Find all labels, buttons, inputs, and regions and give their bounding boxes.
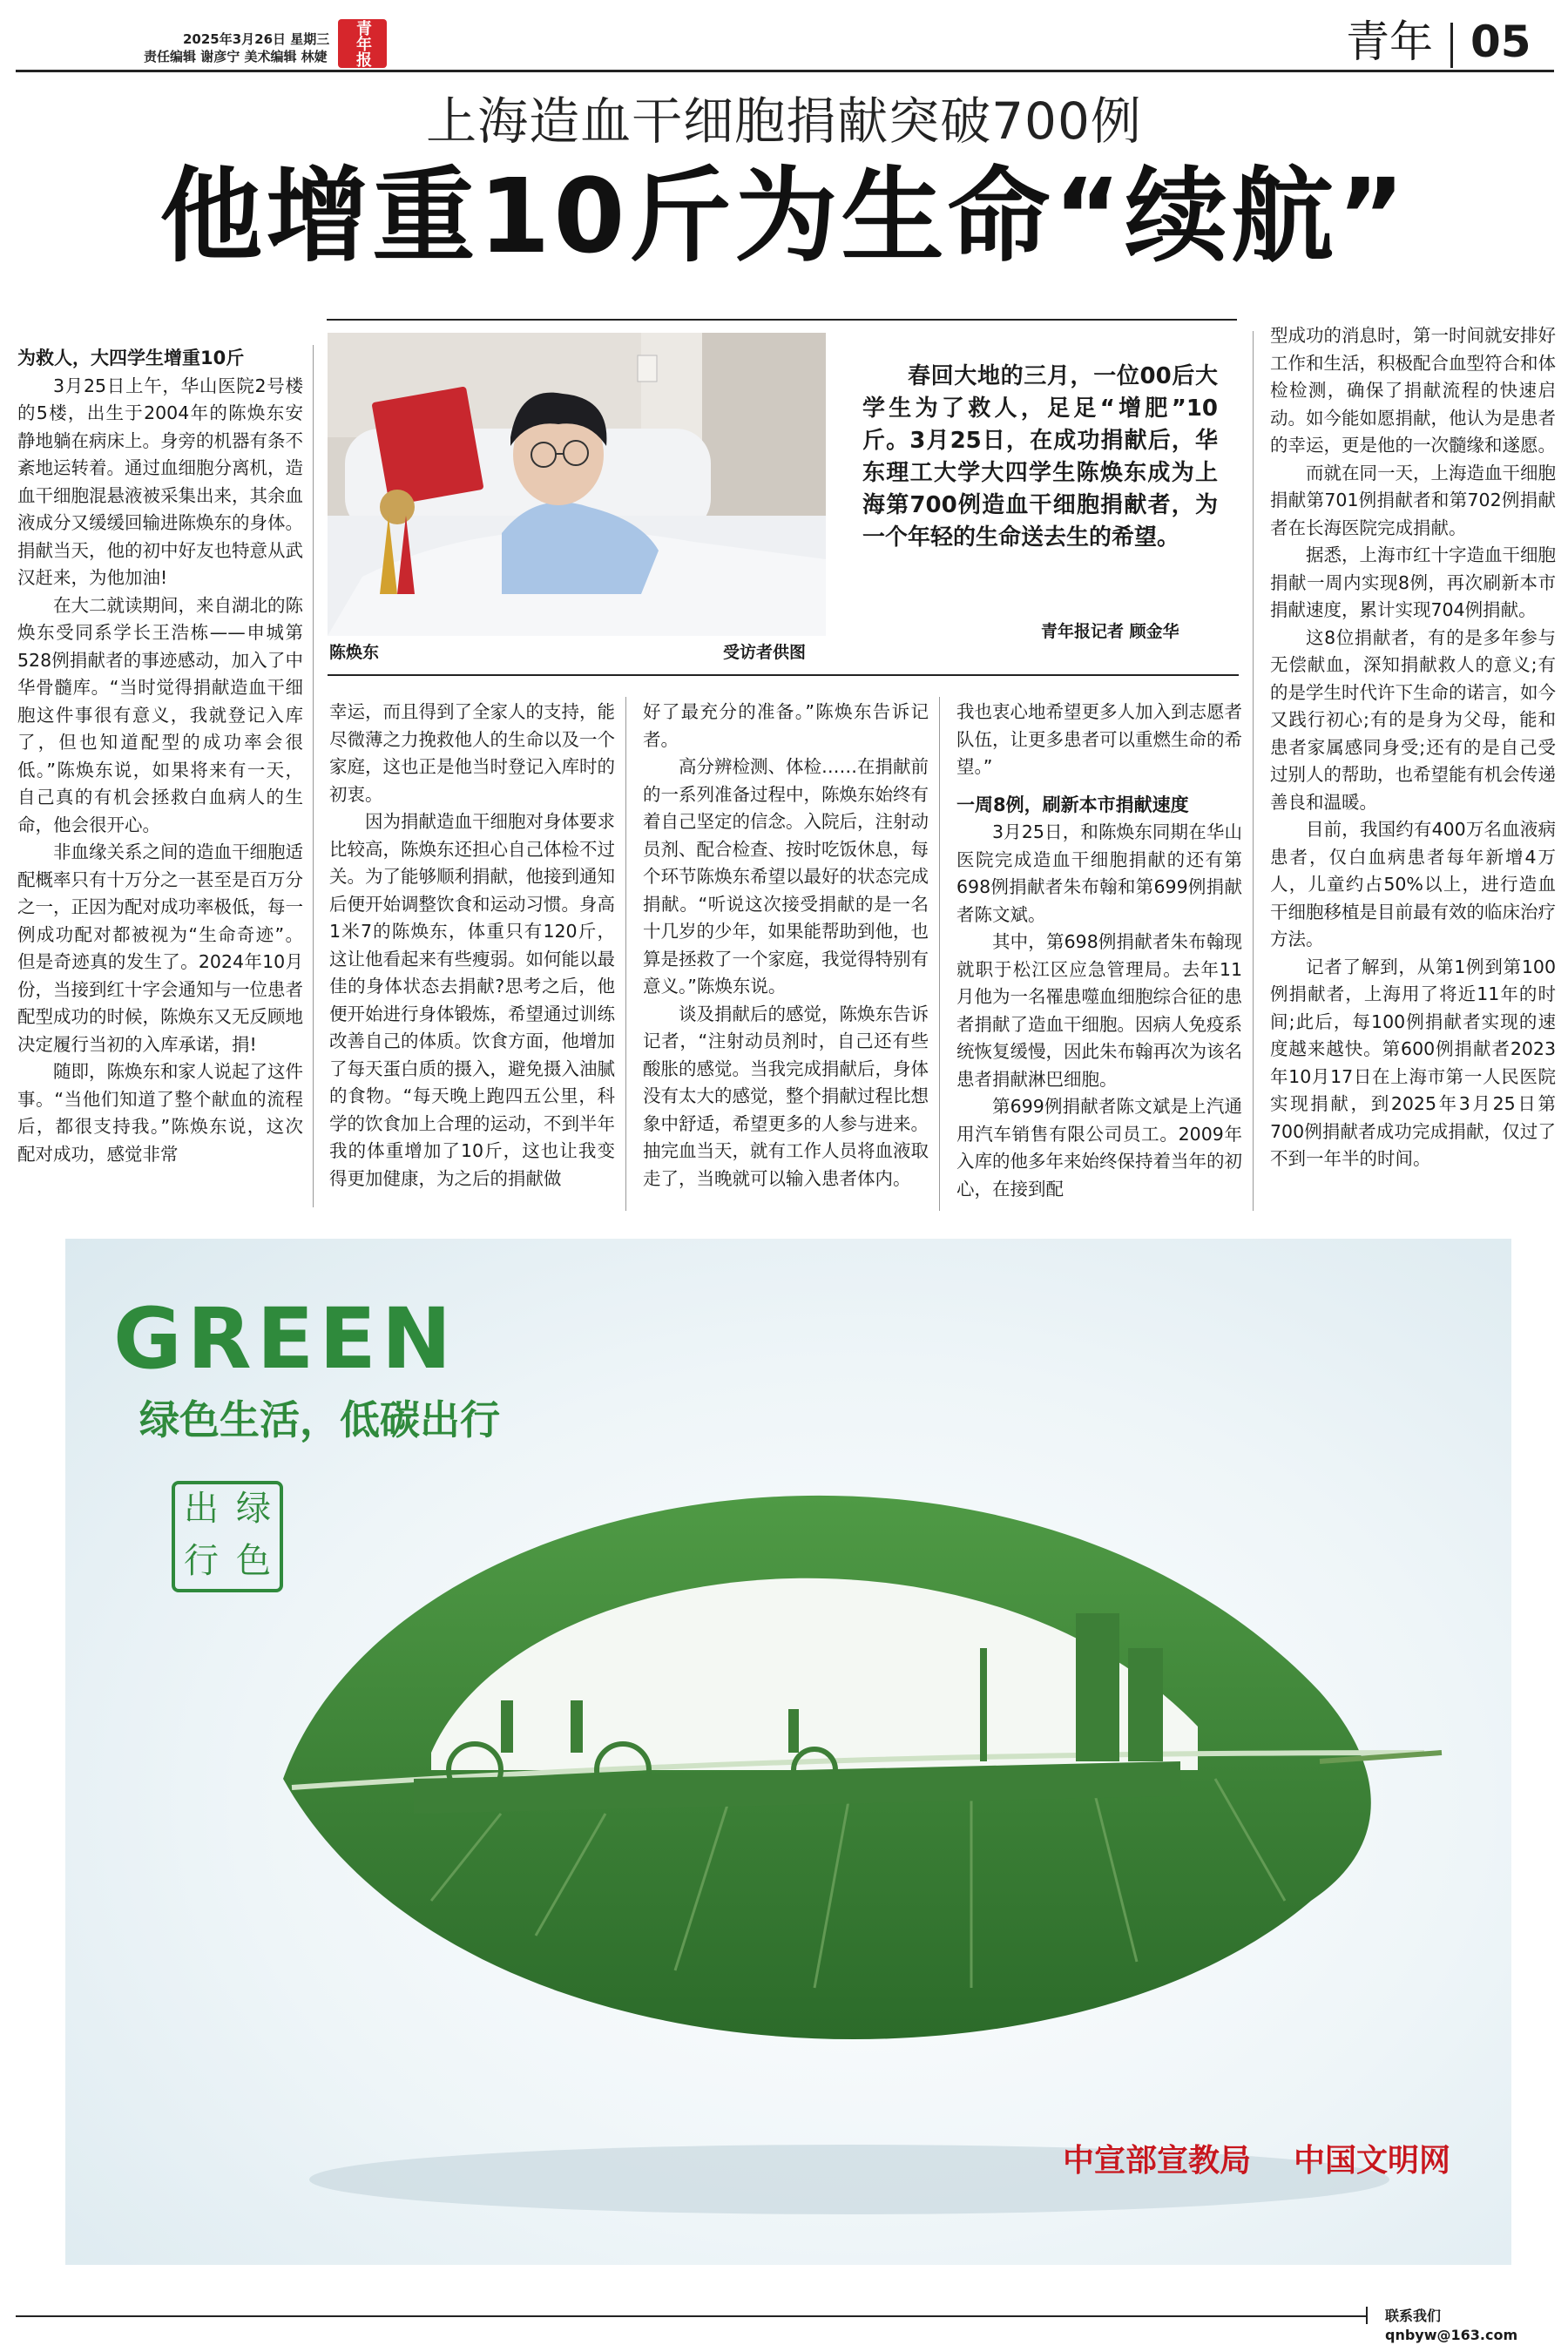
paragraph: 目前，我国约有400万名血液病患者，仅白血病患者每年新增4万人，儿童约占50%以上，进行造血干细胞移植是目前最有效的临床治疗方法。: [1270, 819, 1556, 949]
lead-paragraph: 春回大地的三月，一位00后大学生为了救人，足足“增肥”10斤。3月25日，在成功捐献后，华东理工大学大四学生陈焕东成为上海第700例造血干细胞捐献者，为一个年轻的生命送去生的希望。: [862, 363, 1218, 551]
page-number: 05: [1470, 17, 1531, 67]
paragraph: 在大二就读期间，来自湖北的陈焕东受同系学长王浩栋——申城第528例捐献者的事迹感动，加入了中华骨髓库。“当时觉得捐献造血干细胞这件事很有意义，我就登记入库了，但也知道配型的成功率会很低。”陈焕东说，如果将来有一天，自己真的有机会拯救白血病人的生命，他会很开心。: [17, 594, 303, 835]
footer-tick: [1366, 2307, 1368, 2324]
paragraph: 我也衷心地希望更多人加入到志愿者队伍，让更多患者可以重燃生命的希望。”: [956, 701, 1242, 777]
column-divider: [313, 345, 314, 1207]
seal-char: 行: [184, 1541, 219, 1581]
paragraph: 型成功的消息时，第一时间就安排好工作和生活，积极配合血型符合和体检检测，确保了捐献流程的快速启动。如今能如愿捐献，他认为是患者的幸运，更是他的一次髓缘和遂愿。: [1270, 325, 1556, 456]
ad-publisher-1: 中宣部宣教局: [1063, 2142, 1252, 2179]
paragraph: 而就在同一天，上海造血干细胞捐献第701例捐献者和第702例捐献者在长海医院完成捐献。: [1270, 462, 1556, 538]
headline-title: 他增重10斤为生命“续航”: [159, 156, 1409, 276]
article-column-1: [17, 345, 303, 1216]
ad-publisher-2: 中国文明网: [1294, 2142, 1451, 2179]
paragraph: 随即，陈焕东和家人说起了这件事。“当他们知道了整个献血的流程后，都很支持我。”陈焕东说，这次配对成功，感觉非常: [17, 1061, 303, 1165]
paragraph: 3月25日，和陈焕东同期在华山医院完成造血干细胞捐献的还有第698例捐献者朱布翰和第699例捐献者陈文斌。: [956, 821, 1242, 925]
paragraph: 记者了解到，从第1例到第100例捐献者，上海用了将近11年的时间;此后，每100例捐献者实现的速度越来越快。第600例捐献者2023年10月17日在上海市第一人民医院实现捐献，到2025年3月25日第700例捐献者成功完成捐献，仅过了不到一年半的时间。: [1270, 956, 1556, 1169]
lead-byline: 青年报记者 顾金华: [1041, 622, 1179, 641]
paragraph: 这8位捐献者，有的是多年参与无偿献血，深知捐献救人的意义;有的是学生时代许下生命的诺言，如今又践行初心;有的是身为父母，能和患者家属感同身受;还有的是自己受过别人的帮助，也希望能有机会传递善良和温暖。: [1270, 626, 1556, 813]
paragraph: 其中，第698例捐献者朱布翰现就职于松江区应急管理局。去年11月他为一名罹患噬血细胞综合征的患者捐献了造血干细胞。因病人免疫系统恢复缓慢，因此朱布翰再次为该名患者捐献淋巴细胞。: [956, 931, 1242, 1090]
paragraph: 非血缘关系之间的造血干细胞适配概率只有十万分之一甚至是百万分之一，正因为配对成功率极低，每一例成功配对都被视为“生命奇迹”。但是奇迹真的发生了。2024年10月份，当接到红十字会通知与一位患者配型成功的时候，陈焕东又无反顾地决定履行当初的入库承诺，捐!: [17, 841, 303, 1055]
footer-contact: 联系我们 qnbyw@163.com: [1385, 2308, 1518, 2343]
footer-rule: [16, 2315, 1366, 2317]
paragraph: 谈及捐献后的感觉，陈焕东告诉记者，“注射动员剂时，自己还有些酸胀的感觉。当我完成捐献后，身体没有太大的感觉，整个捐献过程比想象中舒适，希望更多的人参与进来。抽完血当天，就有工作人员将血液取走了，当晚就可以输入患者体内。: [643, 1003, 929, 1189]
ad-green-word: GREEN: [113, 1290, 457, 1388]
headline-kicker: 上海造血干细胞捐献突破700例: [426, 91, 1142, 151]
paragraph: 3月25日上午，华山医院2号楼的5楼，出生于2004年的陈焕东安静地躺在病床上。身旁的机器有条不紊地运转着。通过血细胞分离机，造血干细胞混悬液被采集出来，其余血液成分又缓缓回输进陈焕东的身体。捐献当天，他的初中好友也特意从武汉赶来，为他加油!: [17, 375, 303, 588]
photo-caption-left: 陈焕东: [329, 643, 380, 662]
paragraph: 据悉，上海市红十字造血干细胞捐献一周内实现8例，再次刷新本市捐献速度，累计实现704例捐献。: [1270, 544, 1556, 620]
column-divider: [939, 697, 940, 1211]
newspaper-logo: [338, 19, 387, 68]
paragraph: 第699例捐献者陈文斌是上汽通用汽车销售有限公司员工。2009年入库的他多年来始终保持着当年的初心，在接到配: [956, 1096, 1242, 1200]
paragraph: 好了最充分的准备。”陈焕东告诉记者。: [643, 701, 929, 750]
paragraph: 幸运，而且得到了全家人的支持，能尽微薄之力挽救他人的生命以及一个家庭，这也正是他当时登记入库时的初衷。: [329, 701, 615, 805]
article-column-2: [329, 699, 615, 1213]
section-name: 青年: [1346, 17, 1433, 67]
column-divider: [625, 697, 626, 1211]
photo-caption-right: 受访者供图: [723, 643, 807, 662]
leaf-illustration: [65, 1239, 1511, 2265]
seal-char: 色: [236, 1541, 271, 1581]
ad-slogan: 绿色生活，低碳出行: [139, 1396, 500, 1443]
public-service-ad: [65, 1239, 1511, 2265]
column-subhead: 一周8例，刷新本市捐献速度: [956, 794, 1189, 815]
header-editors: 责任编辑 谢彦宁 美术编辑 林婕: [144, 49, 328, 64]
article-column-5: [1270, 322, 1556, 1215]
column-divider: [1253, 331, 1254, 1211]
lead-bottom-rule: [328, 674, 1239, 676]
paragraph: 因为捐献造血干细胞对身体要求比较高，陈焕东还担心自己体检不过关。为了能够顺利捐献，他接到通知后便开始调整饮食和运动习惯。身高1米7的陈焕东，体重只有120斤，这让他看起来有些瘦弱。如何能以最佳的身体状态去捐献?思考之后，他便开始进行身体锻炼，希望通过训练改善自己的体质。饮食方面，他增加了每天蛋白质的摄入，避免摄入油腻的食物。“每天晚上跑四五公里，科学的饮食加上合理的运动，不到半年我的体重增加了10斤，这也让我变得更加健康，为之后的捐献做: [329, 811, 615, 1189]
article-top-rule: [327, 319, 1237, 321]
header-divider: [1450, 23, 1453, 68]
header-rule: [16, 70, 1554, 72]
header-date: 2025年3月26日 星期三: [183, 31, 330, 47]
donor-photo: [328, 333, 826, 636]
article-column-3: [643, 699, 929, 1213]
ad-seal: [172, 1481, 283, 1592]
seal-char: 绿: [236, 1489, 271, 1529]
paragraph: 高分辨检测、体检……在捐献前的一系列准备过程中，陈焕东始终有着自己坚定的信念。入院后，注射动员剂、配合检查、按时吃饭休息，每个环节陈焕东希望以最好的状态完成捐献。“听说这次接受捐献的是一名十几岁的少年，如果能帮助到他，也算是拯救了一个家庭，我觉得特别有意义。”陈焕东说。: [643, 756, 929, 997]
seal-char: 出: [184, 1489, 219, 1529]
column-subhead: 为救人，大四学生增重10斤: [17, 348, 245, 368]
photo-illustration: [328, 333, 826, 636]
article-column-4: [956, 699, 1242, 1213]
logo-text: 青年报: [354, 20, 372, 67]
